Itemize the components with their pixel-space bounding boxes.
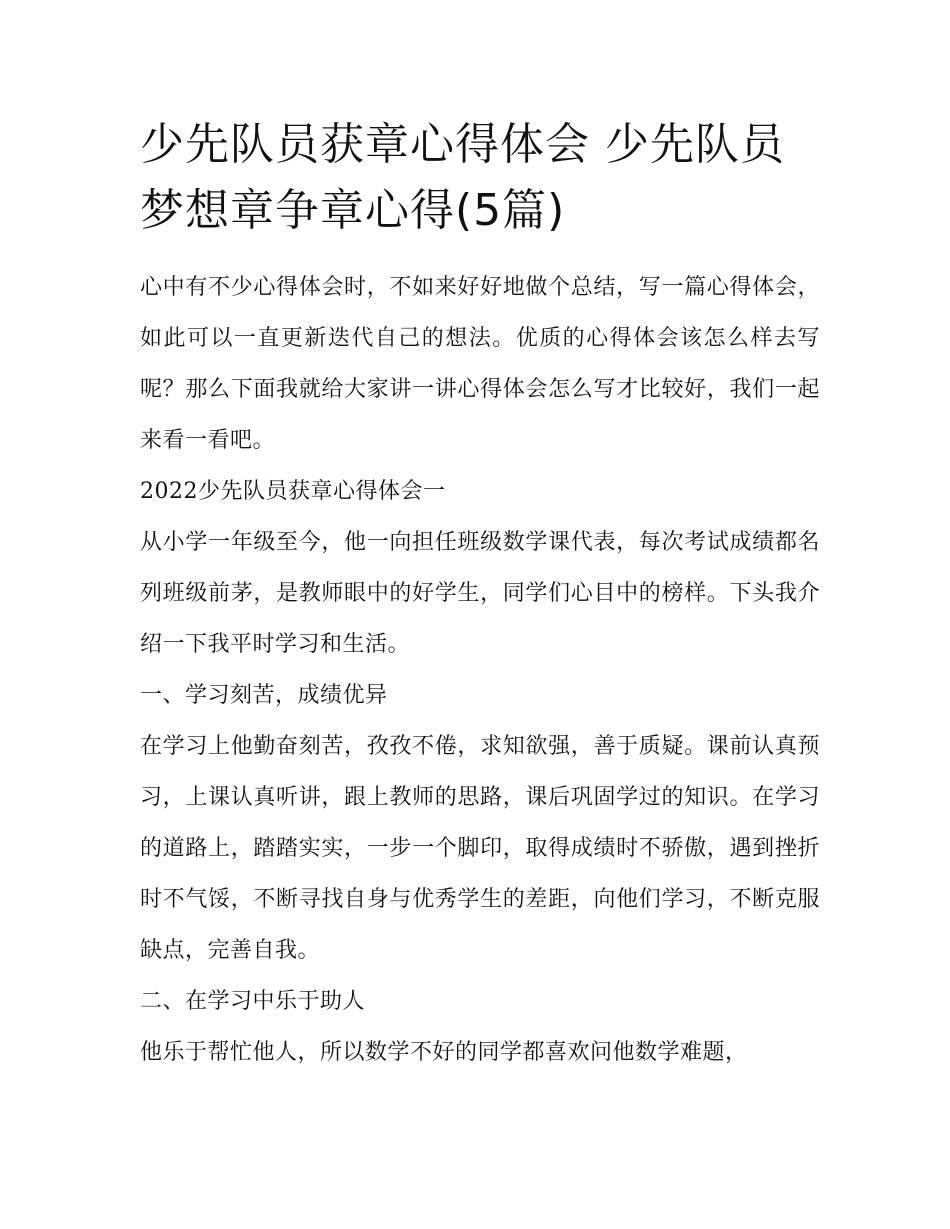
heading-2: 二、在学习中乐于助人 [140, 989, 366, 1014]
paragraph-2: 在学习上他勤奋刻苦，孜孜不倦，求知欲强，善于质疑。课前认真预习，上课认真听讲，跟上教师的思路，课后巩固学过的知识。在学习的道路上，踏踏实实，一步一个脚印，取得成绩时不骄傲，遇到挫折时不气馁，不断寻找自身与优秀学生的差距，向他们学习，不断克服缺点，完善自我。 [140, 734, 820, 963]
intro-paragraph: 心中有不少心得体会时，不如来好好地做个总结，写一篇心得体会，如此可以一直更新迭代自己的想法。优质的心得体会该怎么样去写呢？那么下面我就给大家讲一讲心得体会怎么写才比较好，我们一起来看一看吧。 [140, 275, 820, 453]
paragraph-3: 他乐于帮忙他人，所以数学不好的同学都喜欢问他数学难题， [140, 1040, 748, 1065]
document-title: 少先队员获章心得体会 少先队员梦想章争章心得(5篇) [140, 119, 785, 236]
paragraph-1: 从小学一年级至今，他一向担任班级数学课代表，每次考试成绩都名列班级前茅，是教师眼中的好学生，同学们心目中的榜样。下头我介绍一下我平时学习和生活。 [140, 530, 820, 657]
heading-1: 一、学习刻苦，成绩优异 [140, 683, 388, 708]
document-page [140, 112, 820, 1078]
document-body [140, 262, 820, 1078]
section-title: 2022少先队员获章心得体会一 [140, 479, 446, 504]
